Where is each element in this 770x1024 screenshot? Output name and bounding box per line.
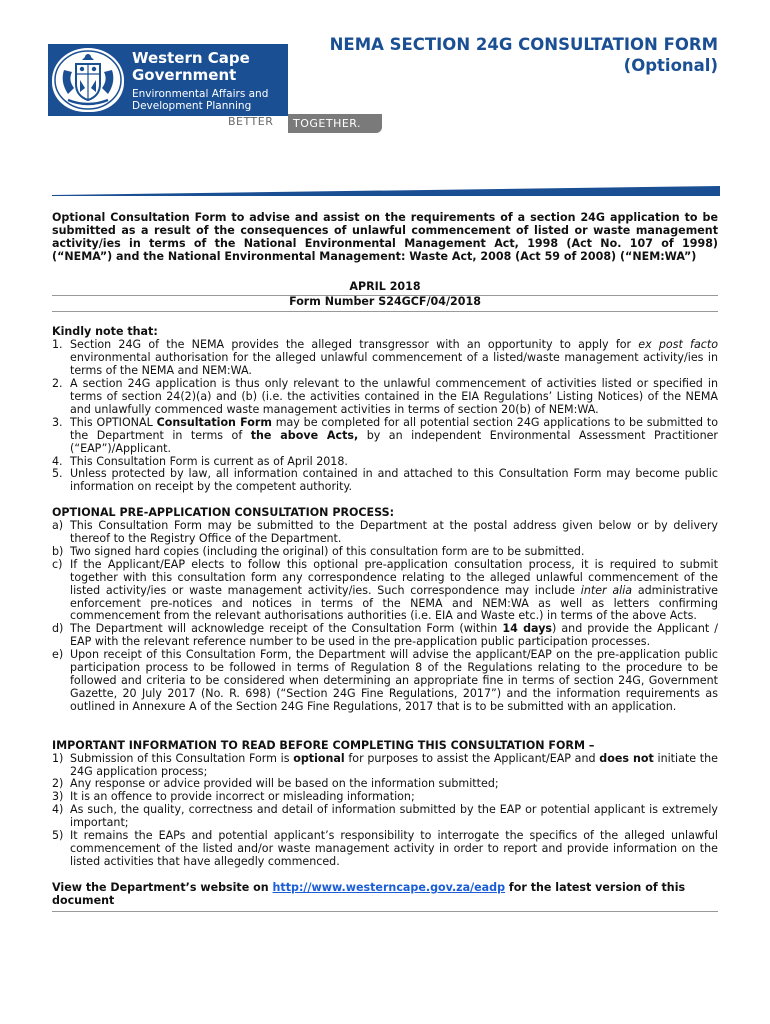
- coat-of-arms-icon: [52, 48, 124, 112]
- logo-name-line1: Western Cape: [132, 49, 250, 67]
- document-body: [52, 212, 718, 912]
- department-website-link[interactable]: http://www.westerncape.gov.za/eadp: [272, 880, 506, 894]
- list-item: a) This Consultation Form may be submitted to the Department at the postal address given below or by delivery thereof to the Registry Office of the Department.: [52, 519, 718, 546]
- tagline-together: TOGETHER.: [288, 114, 382, 133]
- list-item: 4) As such, the quality, correctness and detail of information submitted by the EAP or potential applicant is extremely important;: [52, 803, 718, 830]
- logo-department-line1: Environmental Affairs and: [132, 88, 269, 100]
- logo-department-line2: Development Planning: [132, 100, 252, 112]
- process-list: [52, 520, 718, 714]
- list-item: 5) It remains the EAPs and potential applicant’s responsibility to interrogate the specifics of the alleged unlawful commencement of the listed and/or waste management activity in order to report and provide information on the listed activities that have allegedly commenced.: [52, 829, 718, 868]
- list-item: e) Upon receipt of this Consultation Form, the Department will advise the applicant/EAP on the pre-application public participation process to be followed in terms of Regulation 8 of the Regulations relating to the procedure to be followed and criteria to be considered when determining an appropriate fine in terms of section 24G, Government Gazette, 20 July 2017 (No. R. 698) (“Section 24G Fine Regulations, 2017”) and the information requirements as outlined in Annexure A of the Section 24G Fine Regulations, 2017 that is to be submitted with an application.: [52, 648, 718, 713]
- divider: [52, 911, 718, 912]
- divider: [52, 311, 718, 312]
- form-date: APRIL 2018: [349, 279, 421, 293]
- list-item: 5. Unless protected by law, all information contained in and attached to this Consultation Form may become public information on receipt by the competent authority.: [52, 467, 718, 494]
- list-item: d) The Department will acknowledge receipt of the Consultation Form (within 14 days) and provide the Applicant / EAP with the relevant reference number to be used in the pre-application public participation processes.: [52, 622, 718, 649]
- list-item: 1) Submission of this Consultation Form is optional for purposes to assist the Applicant/EAP and does not initiate the 24G application process;: [52, 751, 718, 778]
- important-list: [52, 753, 718, 869]
- list-item: 1. Section 24G of the NEMA provides the alleged transgressor with an opportunity to apply for ex post facto environmental authorisation for the alleged unlawful commencement of a listed/waste management activity/ies in terms of the NEMA and NEM:WA.: [52, 338, 718, 378]
- form-number: Form Number S24GCF/04/2018: [289, 294, 481, 308]
- form-title-block: [330, 34, 718, 76]
- list-item: 4. This Consultation Form is current as of April 2018.: [52, 454, 348, 468]
- list-item: 3. This OPTIONAL Consultation Form may be completed for all potential section 24G applications to be submitted to the Department in terms of the above Acts, by an independent Environmental Assessment Practitioner (“EAP”)/Applicant.: [52, 415, 718, 455]
- kindly-note-heading: Kindly note that:: [52, 325, 158, 339]
- kindly-note-list: [52, 339, 718, 494]
- form-title: NEMA SECTION 24G CONSULTATION FORM: [329, 35, 718, 54]
- form-subtitle: (Optional): [623, 56, 718, 75]
- list-item: 3) It is an offence to provide incorrect or misleading information;: [52, 790, 415, 804]
- website-note: View the Department’s website on http://www.westerncape.gov.za/eadp for the latest version of this document: [52, 880, 686, 907]
- intro-paragraph: Optional Consultation Form to advise and assist on the requirements of a section 24G application to be submitted as a result of the consequences of unlawful commencement of listed or waste management activity/ies in terms of the National Environmental Management Act, 1998 (Act No. 107 of 1998) (“NEMA”) and the National Environmental Management: Waste Act, 2008 (Act 59 of 2008) (“NEM:WA”): [52, 211, 718, 263]
- western-cape-logo: [48, 44, 288, 116]
- list-item: b) Two signed hard copies (including the original) of this consultation form are to be submitted.: [52, 544, 585, 558]
- process-heading: OPTIONAL PRE-APPLICATION CONSULTATION PROCESS:: [52, 506, 395, 520]
- list-item: 2) Any response or advice provided will be based on the information submitted;: [52, 777, 499, 791]
- list-item: c) If the Applicant/EAP elects to follow this optional pre-application consultation process, it is required to submit together with this consultation form any correspondence relating to the alleged unlawful commencement of the listed activity/ies or waste management activity/ies. Such correspondence may include inter alia administrative enforcement pre-notices and notices in terms of the NEMA and NEM:WA as well as letters confirming commencement from the relevant authorisations authorities (i.e. EIA and Waste etc.) in terms of the above Acts.: [52, 557, 718, 623]
- tagline-better: BETTER: [228, 115, 274, 128]
- important-heading: IMPORTANT INFORMATION TO READ BEFORE COMPLETING THIS CONSULTATION FORM –: [52, 738, 595, 752]
- header-divider: [52, 186, 720, 196]
- logo-name-line2: Government: [132, 66, 237, 84]
- list-item: 2. A section 24G application is thus only relevant to the unlawful commencement of activities listed or specified in terms of section 24(2)(a) and (b) (i.e. the activities contained in the EIA Regulations’ Listing Notices) of the NEMA and unlawfully commenced waste management activities in terms of section 20(b) of NEM:WA.: [52, 377, 718, 416]
